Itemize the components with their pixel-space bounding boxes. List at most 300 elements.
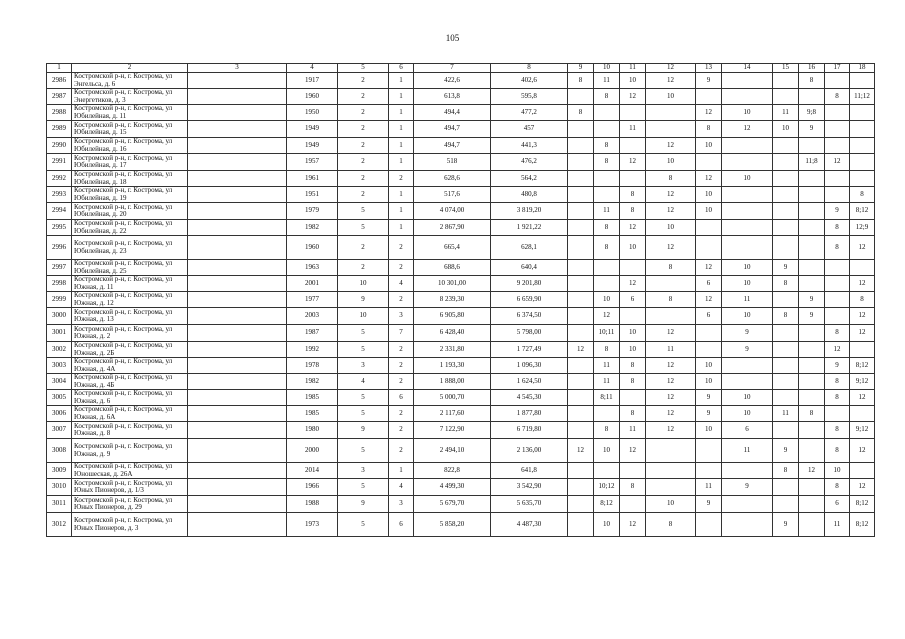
row-number-cell: 2990 — [47, 138, 72, 154]
row-number-cell: 3004 — [47, 374, 72, 390]
value-cell: 6 — [696, 276, 722, 292]
value-cell — [188, 236, 287, 260]
value-cell — [799, 171, 825, 187]
value-cell: 1992 — [287, 342, 338, 358]
value-cell — [568, 292, 594, 308]
row-number-cell: 3008 — [47, 439, 72, 463]
value-cell: 5 — [338, 439, 389, 463]
value-cell: 12 — [825, 342, 850, 358]
value-cell — [188, 292, 287, 308]
value-cell: 10 301,00 — [414, 276, 491, 292]
value-cell: 4 — [338, 374, 389, 390]
value-cell: 12 — [646, 138, 696, 154]
value-cell: 9 — [722, 479, 773, 496]
value-cell: 595,8 — [491, 89, 568, 105]
value-cell: 12 — [646, 422, 696, 439]
value-cell: 1 — [389, 89, 414, 105]
value-cell: 12 — [850, 325, 875, 342]
value-cell: 12 — [825, 154, 850, 171]
value-cell — [646, 121, 696, 138]
value-cell: 11;8 — [799, 154, 825, 171]
value-cell: 12 — [620, 513, 646, 537]
value-cell — [773, 496, 799, 513]
value-cell — [620, 260, 646, 276]
value-cell — [799, 325, 825, 342]
value-cell — [799, 358, 825, 374]
value-cell: 8 — [825, 236, 850, 260]
value-cell — [568, 422, 594, 439]
address-cell: Костромской р-н, г. Кострома, ул Южная, д. 11 — [72, 276, 188, 292]
value-cell: 8;12 — [850, 496, 875, 513]
row-number-cell: 3001 — [47, 325, 72, 342]
value-cell: 8 — [646, 513, 696, 537]
value-cell — [620, 171, 646, 187]
value-cell: 8 — [825, 89, 850, 105]
value-cell — [825, 260, 850, 276]
value-cell — [825, 187, 850, 203]
row-number-cell: 2986 — [47, 73, 72, 89]
value-cell: 6 719,80 — [491, 422, 568, 439]
value-cell: 2 — [338, 260, 389, 276]
value-cell: 8 — [620, 374, 646, 390]
value-cell — [825, 292, 850, 308]
address-cell: Костромской р-н, г. Кострома, ул Юбилейная, д. 25 — [72, 260, 188, 276]
value-cell: 8 — [620, 479, 646, 496]
value-cell: 5 — [338, 220, 389, 236]
value-cell: 8;12 — [850, 358, 875, 374]
value-cell — [773, 138, 799, 154]
value-cell: 613,8 — [414, 89, 491, 105]
value-cell: 10 — [825, 463, 850, 479]
value-cell: 11 — [646, 342, 696, 358]
value-cell: 8 — [594, 236, 620, 260]
value-cell — [722, 89, 773, 105]
table-row — [47, 325, 875, 342]
value-cell: 11 — [594, 73, 620, 89]
value-cell — [188, 138, 287, 154]
value-cell — [568, 171, 594, 187]
value-cell: 1987 — [287, 325, 338, 342]
value-cell — [773, 236, 799, 260]
value-cell: 11 — [594, 203, 620, 220]
value-cell: 8 — [568, 105, 594, 121]
value-cell — [188, 513, 287, 537]
address-cell: Костромской р-н, г. Кострома, ул Южная, д. 12 — [72, 292, 188, 308]
value-cell: 8 — [825, 479, 850, 496]
row-number-cell: 3009 — [47, 463, 72, 479]
value-cell: 1 — [389, 154, 414, 171]
value-cell — [799, 220, 825, 236]
value-cell: 10 — [722, 105, 773, 121]
value-cell: 11 — [594, 374, 620, 390]
value-cell: 11 — [620, 121, 646, 138]
value-cell: 3 — [389, 308, 414, 325]
value-cell: 9 201,80 — [491, 276, 568, 292]
value-cell: 8;12 — [594, 496, 620, 513]
column-header: 9 — [568, 64, 594, 73]
address-cell: Костромской р-н, г. Кострома, ул Южная, д. 6 — [72, 390, 188, 406]
column-header: 6 — [389, 64, 414, 73]
table-row — [47, 89, 875, 105]
value-cell: 2 — [338, 105, 389, 121]
row-number-cell: 2995 — [47, 220, 72, 236]
value-cell: 8;12 — [850, 513, 875, 537]
value-cell — [620, 390, 646, 406]
value-cell — [850, 406, 875, 422]
value-cell: 12 — [620, 276, 646, 292]
column-header: 3 — [188, 64, 287, 73]
value-cell — [773, 374, 799, 390]
value-cell: 480,8 — [491, 187, 568, 203]
value-cell: 9 — [799, 121, 825, 138]
value-cell — [850, 154, 875, 171]
value-cell: 6 — [389, 513, 414, 537]
value-cell: 8 — [696, 121, 722, 138]
row-number-cell: 2993 — [47, 187, 72, 203]
value-cell: 2 331,80 — [414, 342, 491, 358]
value-cell: 8 — [646, 171, 696, 187]
value-cell: 8;12 — [850, 203, 875, 220]
value-cell: 2 — [389, 406, 414, 422]
value-cell: 5 — [338, 325, 389, 342]
table-row — [47, 406, 875, 422]
value-cell — [799, 236, 825, 260]
table-row — [47, 260, 875, 276]
table-row — [47, 236, 875, 260]
value-cell — [773, 390, 799, 406]
value-cell — [850, 171, 875, 187]
value-cell: 9 — [696, 73, 722, 89]
value-cell: 12 — [696, 171, 722, 187]
value-cell — [773, 171, 799, 187]
value-cell: 12 — [620, 220, 646, 236]
value-cell — [773, 325, 799, 342]
value-cell: 1951 — [287, 187, 338, 203]
value-cell: 2000 — [287, 439, 338, 463]
value-cell — [646, 276, 696, 292]
value-cell — [568, 390, 594, 406]
value-cell: 518 — [414, 154, 491, 171]
value-cell: 11 — [696, 479, 722, 496]
column-header: 4 — [287, 64, 338, 73]
value-cell: 12 — [646, 406, 696, 422]
value-cell — [594, 260, 620, 276]
value-cell: 5 798,00 — [491, 325, 568, 342]
value-cell: 12 — [850, 390, 875, 406]
value-cell: 12 — [646, 203, 696, 220]
value-cell: 1 096,30 — [491, 358, 568, 374]
value-cell — [773, 220, 799, 236]
value-cell — [188, 121, 287, 138]
value-cell: 5 — [338, 390, 389, 406]
value-cell: 10 — [338, 308, 389, 325]
value-cell: 10 — [646, 496, 696, 513]
value-cell: 10 — [696, 358, 722, 374]
table-row — [47, 374, 875, 390]
value-cell — [722, 73, 773, 89]
column-header: 16 — [799, 64, 825, 73]
value-cell — [773, 89, 799, 105]
value-cell: 10 — [594, 292, 620, 308]
table-row — [47, 187, 875, 203]
address-cell: Костромской р-н, г. Кострома, ул Юных Пионеров, д. 1/3 — [72, 479, 188, 496]
value-cell: 1977 — [287, 292, 338, 308]
value-cell — [568, 358, 594, 374]
value-cell: 12 — [568, 342, 594, 358]
value-cell: 12 — [850, 439, 875, 463]
value-cell: 12 — [568, 439, 594, 463]
value-cell: 1 877,80 — [491, 406, 568, 422]
column-header: 14 — [722, 64, 773, 73]
value-cell — [188, 260, 287, 276]
table-row — [47, 121, 875, 138]
value-cell: 2001 — [287, 276, 338, 292]
value-cell: 8;11 — [594, 390, 620, 406]
value-cell: 6 — [696, 308, 722, 325]
value-cell — [799, 342, 825, 358]
value-cell — [620, 496, 646, 513]
value-cell: 8 239,30 — [414, 292, 491, 308]
value-cell: 12 — [799, 463, 825, 479]
value-cell: 1 — [389, 220, 414, 236]
value-cell: 3 819,20 — [491, 203, 568, 220]
value-cell: 10 — [646, 89, 696, 105]
value-cell — [773, 479, 799, 496]
row-number-cell: 3006 — [47, 406, 72, 422]
value-cell — [696, 220, 722, 236]
value-cell: 6 428,40 — [414, 325, 491, 342]
value-cell: 12 — [850, 276, 875, 292]
value-cell: 8 — [773, 276, 799, 292]
value-cell: 641,8 — [491, 463, 568, 479]
value-cell: 1 624,50 — [491, 374, 568, 390]
value-cell — [696, 236, 722, 260]
value-cell: 4 — [389, 276, 414, 292]
value-cell: 8 — [568, 73, 594, 89]
column-header: 15 — [773, 64, 799, 73]
value-cell: 3 — [389, 496, 414, 513]
value-cell — [568, 187, 594, 203]
value-cell — [696, 513, 722, 537]
registry-table — [46, 63, 875, 537]
value-cell — [799, 513, 825, 537]
column-header: 8 — [491, 64, 568, 73]
column-header: 1 — [47, 64, 72, 73]
value-cell: 2 — [338, 89, 389, 105]
value-cell: 4 487,30 — [491, 513, 568, 537]
value-cell: 10 — [620, 236, 646, 260]
value-cell: 3 — [338, 358, 389, 374]
value-cell: 12 — [696, 105, 722, 121]
value-cell: 1961 — [287, 171, 338, 187]
value-cell — [825, 73, 850, 89]
value-cell: 2 — [389, 374, 414, 390]
value-cell — [850, 342, 875, 358]
table-row — [47, 105, 875, 121]
value-cell: 2 — [338, 171, 389, 187]
value-cell — [722, 513, 773, 537]
value-cell: 8 — [825, 439, 850, 463]
value-cell — [188, 342, 287, 358]
address-cell: Костромской р-н, г. Кострома, ул Южная, д. 8 — [72, 422, 188, 439]
address-cell: Костромской р-н, г. Кострома, ул Юбилейная, д. 11 — [72, 105, 188, 121]
value-cell — [799, 138, 825, 154]
table-row — [47, 154, 875, 171]
value-cell: 7 122,90 — [414, 422, 491, 439]
value-cell — [188, 73, 287, 89]
value-cell — [799, 479, 825, 496]
value-cell: 9;12 — [850, 422, 875, 439]
value-cell — [594, 105, 620, 121]
table-row — [47, 171, 875, 187]
value-cell — [722, 220, 773, 236]
value-cell: 9 — [799, 292, 825, 308]
value-cell: 12 — [722, 121, 773, 138]
value-cell: 1 — [389, 73, 414, 89]
value-cell: 8 — [594, 342, 620, 358]
value-cell — [188, 105, 287, 121]
value-cell: 8 — [594, 89, 620, 105]
value-cell — [568, 89, 594, 105]
value-cell: 9 — [338, 422, 389, 439]
value-cell — [594, 276, 620, 292]
value-cell: 1985 — [287, 406, 338, 422]
value-cell — [850, 138, 875, 154]
value-cell — [722, 374, 773, 390]
table-row — [47, 203, 875, 220]
value-cell — [799, 374, 825, 390]
value-cell: 8 — [825, 422, 850, 439]
row-number-cell: 3010 — [47, 479, 72, 496]
value-cell: 10 — [696, 374, 722, 390]
value-cell — [568, 463, 594, 479]
column-header: 17 — [825, 64, 850, 73]
value-cell — [646, 105, 696, 121]
value-cell — [568, 220, 594, 236]
value-cell — [568, 203, 594, 220]
value-cell — [773, 292, 799, 308]
value-cell: 8 — [646, 292, 696, 308]
value-cell: 11 — [594, 358, 620, 374]
value-cell — [773, 358, 799, 374]
row-number-cell: 2989 — [47, 121, 72, 138]
value-cell: 8 — [773, 308, 799, 325]
value-cell: 10 — [620, 325, 646, 342]
value-cell — [799, 276, 825, 292]
value-cell — [850, 73, 875, 89]
value-cell: 10 — [773, 121, 799, 138]
value-cell: 10 — [646, 220, 696, 236]
value-cell: 564,2 — [491, 171, 568, 187]
value-cell: 5 — [338, 406, 389, 422]
value-cell: 1 — [389, 138, 414, 154]
value-cell — [646, 463, 696, 479]
value-cell: 628,1 — [491, 236, 568, 260]
value-cell — [850, 121, 875, 138]
table-row — [47, 496, 875, 513]
value-cell: 9 — [773, 260, 799, 276]
value-cell: 10 — [722, 308, 773, 325]
value-cell: 8 — [620, 203, 646, 220]
table-row — [47, 463, 875, 479]
value-cell: 12 — [696, 260, 722, 276]
value-cell — [722, 187, 773, 203]
value-cell: 12 — [620, 154, 646, 171]
value-cell: 10 — [696, 203, 722, 220]
row-number-cell: 3002 — [47, 342, 72, 358]
value-cell: 10 — [620, 73, 646, 89]
address-cell: Костромской р-н, г. Кострома, ул Юбилейная, д. 23 — [72, 236, 188, 260]
table-row — [47, 479, 875, 496]
value-cell: 1 888,00 — [414, 374, 491, 390]
value-cell: 2 — [389, 439, 414, 463]
value-cell — [850, 105, 875, 121]
value-cell: 2 — [338, 187, 389, 203]
value-cell: 476,2 — [491, 154, 568, 171]
value-cell: 1973 — [287, 513, 338, 537]
table-row — [47, 422, 875, 439]
address-cell: Костромской р-н, г. Кострома, ул Юбилейная, д. 18 — [72, 171, 188, 187]
value-cell: 2 — [389, 292, 414, 308]
address-cell: Костромской р-н, г. Кострома, ул Южная, д. 4Б — [72, 374, 188, 390]
value-cell: 12 — [646, 325, 696, 342]
value-cell: 2 — [338, 138, 389, 154]
value-cell: 9 — [773, 513, 799, 537]
value-cell — [799, 439, 825, 463]
value-cell: 5 — [338, 203, 389, 220]
row-number-cell: 2997 — [47, 260, 72, 276]
value-cell: 2 — [389, 236, 414, 260]
value-cell: 10 — [594, 439, 620, 463]
value-cell: 1960 — [287, 89, 338, 105]
value-cell: 1 — [389, 121, 414, 138]
page-number: 105 — [445, 33, 460, 43]
value-cell — [188, 479, 287, 496]
value-cell: 2 — [389, 422, 414, 439]
value-cell — [773, 342, 799, 358]
value-cell: 1 — [389, 203, 414, 220]
row-number-cell: 3005 — [47, 390, 72, 406]
address-cell: Костромской р-н, г. Кострома, ул Южная, д. 6А — [72, 406, 188, 422]
value-cell: 10 — [722, 406, 773, 422]
value-cell: 628,6 — [414, 171, 491, 187]
value-cell: 2 867,90 — [414, 220, 491, 236]
value-cell — [825, 308, 850, 325]
value-cell: 8 — [594, 422, 620, 439]
value-cell: 9 — [825, 358, 850, 374]
value-cell — [825, 121, 850, 138]
value-cell: 1960 — [287, 236, 338, 260]
value-cell: 517,6 — [414, 187, 491, 203]
row-number-cell: 3000 — [47, 308, 72, 325]
value-cell — [620, 105, 646, 121]
value-cell: 6 374,50 — [491, 308, 568, 325]
value-cell: 11;12 — [850, 89, 875, 105]
value-cell: 6 659,90 — [491, 292, 568, 308]
value-cell: 12 — [646, 73, 696, 89]
value-cell: 2 — [338, 73, 389, 89]
table-row — [47, 439, 875, 463]
value-cell: 6 — [389, 390, 414, 406]
column-header: 2 — [72, 64, 188, 73]
value-cell: 9 — [773, 439, 799, 463]
value-cell — [620, 138, 646, 154]
value-cell — [568, 479, 594, 496]
value-cell: 10 — [696, 138, 722, 154]
value-cell: 9 — [338, 496, 389, 513]
value-cell — [825, 276, 850, 292]
row-number-cell: 2999 — [47, 292, 72, 308]
